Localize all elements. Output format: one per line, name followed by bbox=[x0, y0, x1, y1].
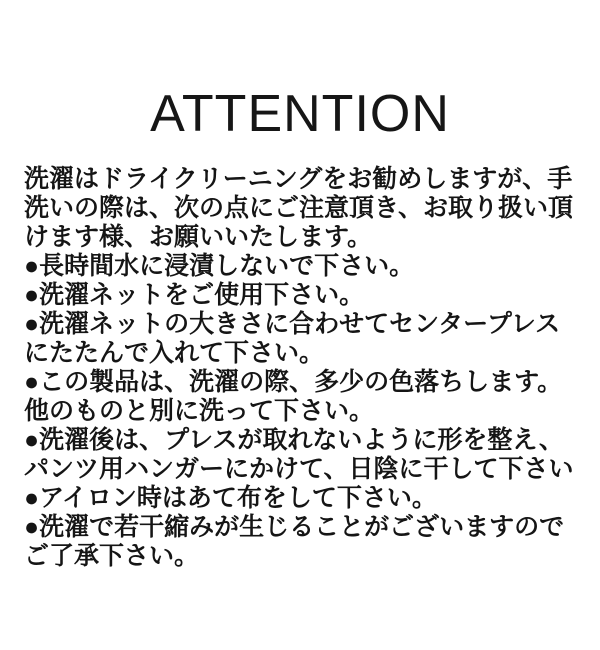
attention-title: ATTENTION bbox=[150, 85, 450, 143]
care-instruction-line: けます様、お願いいたします。 bbox=[24, 223, 373, 251]
care-instruction-line: ●洗濯で若干縮みが生じることがございますので bbox=[24, 513, 565, 541]
care-instruction-line: ご了承下さい。 bbox=[24, 542, 200, 570]
care-instruction-line: にたたんで入れて下さい。 bbox=[24, 339, 325, 367]
care-instructions bbox=[0, 165, 600, 571]
care-instruction-line: ●洗濯ネットの大きさに合わせてセンタープレス bbox=[24, 310, 561, 338]
care-instruction-line: 洗濯はドライクリーニングをお勧めしますが、手 bbox=[24, 165, 573, 193]
care-instruction-line: ●洗濯後は、プレスが取れないように形を整え、 bbox=[24, 426, 564, 454]
care-instruction-line: ●長時間水に浸漬しないで下さい。 bbox=[24, 252, 415, 280]
care-instruction-line: ●この製品は、洗濯の際、多少の色落ちします。 bbox=[24, 368, 563, 396]
care-instruction-line: 洗いの際は、次の点にご注意頂き、お取り扱い頂 bbox=[24, 194, 574, 222]
care-instruction-line: ●洗濯ネットをご使用下さい。 bbox=[24, 281, 365, 309]
care-instruction-line: 他のものと別に洗って下さい。 bbox=[24, 397, 375, 425]
care-instruction-line: パンツ用ハンガーにかけて、日陰に干して下さい bbox=[24, 455, 574, 483]
care-instruction-line: ●アイロン時はあて布をして下さい。 bbox=[24, 484, 437, 512]
